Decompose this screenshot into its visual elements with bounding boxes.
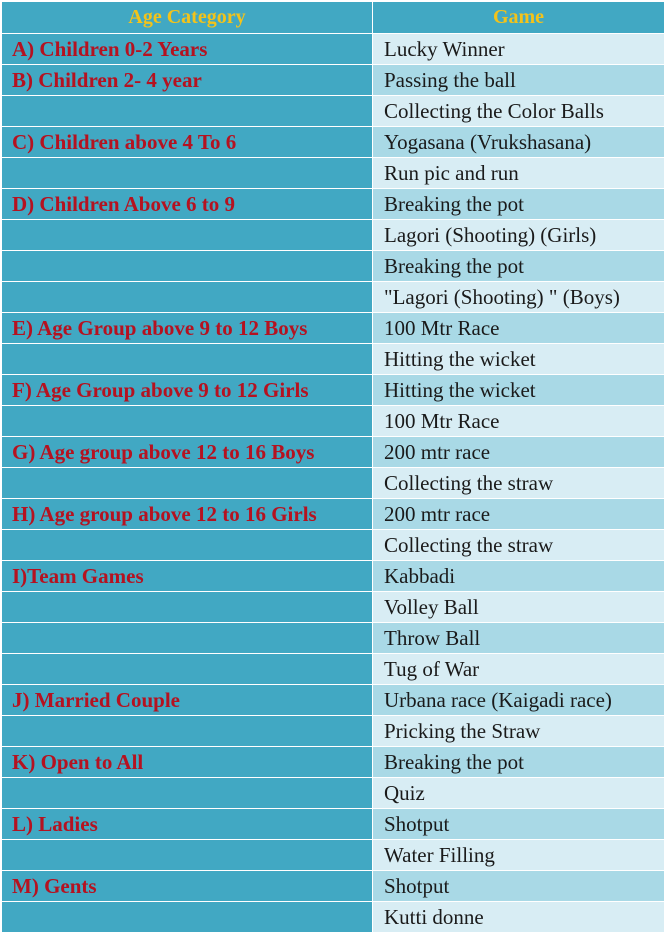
game-cell: Shotput — [373, 809, 664, 840]
game-cell: Hitting the wicket — [373, 375, 664, 406]
game-cell: Pricking the Straw — [373, 716, 664, 747]
category-cell — [2, 468, 372, 499]
category-cell — [2, 623, 372, 654]
game-cell: 100 Mtr Race — [373, 406, 664, 437]
header-age-category: Age Category — [2, 2, 372, 34]
game-cell: Urbana race (Kaigadi race) — [373, 685, 664, 716]
game-cell: Yogasana (Vrukshasana) — [373, 127, 664, 158]
category-cell — [2, 902, 372, 933]
category-cell — [2, 282, 372, 313]
game-cell: Lucky Winner — [373, 34, 664, 65]
category-cell — [2, 778, 372, 809]
game-cell: Hitting the wicket — [373, 344, 664, 375]
category-cell: M) Gents — [2, 871, 372, 902]
category-cell: D) Children Above 6 to 9 — [2, 189, 372, 220]
category-cell: K) Open to All — [2, 747, 372, 778]
category-cell — [2, 344, 372, 375]
game-cell: Breaking the pot — [373, 747, 664, 778]
category-cell — [2, 96, 372, 127]
game-cell: Run pic and run — [373, 158, 664, 189]
game-cell: 200 mtr race — [373, 437, 664, 468]
category-cell: H) Age group above 12 to 16 Girls — [2, 499, 372, 530]
game-cell: Quiz — [373, 778, 664, 809]
game-cell: Kabbadi — [373, 561, 664, 592]
category-cell — [2, 220, 372, 251]
game-cell: 100 Mtr Race — [373, 313, 664, 344]
game-cell: Volley Ball — [373, 592, 664, 623]
category-cell: E) Age Group above 9 to 12 Boys — [2, 313, 372, 344]
category-cell: I)Team Games — [2, 561, 372, 592]
game-cell: Collecting the straw — [373, 468, 664, 499]
category-cell — [2, 592, 372, 623]
game-cell: Water Filling — [373, 840, 664, 871]
game-cell: Collecting the straw — [373, 530, 664, 561]
game-cell: Breaking the pot — [373, 189, 664, 220]
game-cell: Collecting the Color Balls — [373, 96, 664, 127]
category-cell — [2, 654, 372, 685]
game-cell: Throw Ball — [373, 623, 664, 654]
header-game: Game — [373, 2, 664, 34]
game-cell: 200 mtr race — [373, 499, 664, 530]
game-cell: Shotput — [373, 871, 664, 902]
game-cell: Passing the ball — [373, 65, 664, 96]
category-cell — [2, 406, 372, 437]
category-cell: G) Age group above 12 to 16 Boys — [2, 437, 372, 468]
category-cell — [2, 716, 372, 747]
age-game-table — [2, 2, 663, 937]
game-cell: Kutti donne — [373, 902, 664, 933]
category-cell: B) Children 2- 4 year — [2, 65, 372, 96]
category-cell — [2, 251, 372, 282]
category-cell: L) Ladies — [2, 809, 372, 840]
category-cell — [2, 158, 372, 189]
category-cell: A) Children 0-2 Years — [2, 34, 372, 65]
category-cell: C) Children above 4 To 6 — [2, 127, 372, 158]
game-cell: "Lagori (Shooting) " (Boys) — [373, 282, 664, 313]
category-cell — [2, 530, 372, 561]
game-cell: Tug of War — [373, 654, 664, 685]
category-cell — [2, 840, 372, 871]
game-cell: Lagori (Shooting) (Girls) — [373, 220, 664, 251]
category-cell: F) Age Group above 9 to 12 Girls — [2, 375, 372, 406]
game-cell: Breaking the pot — [373, 251, 664, 282]
category-cell: J) Married Couple — [2, 685, 372, 716]
